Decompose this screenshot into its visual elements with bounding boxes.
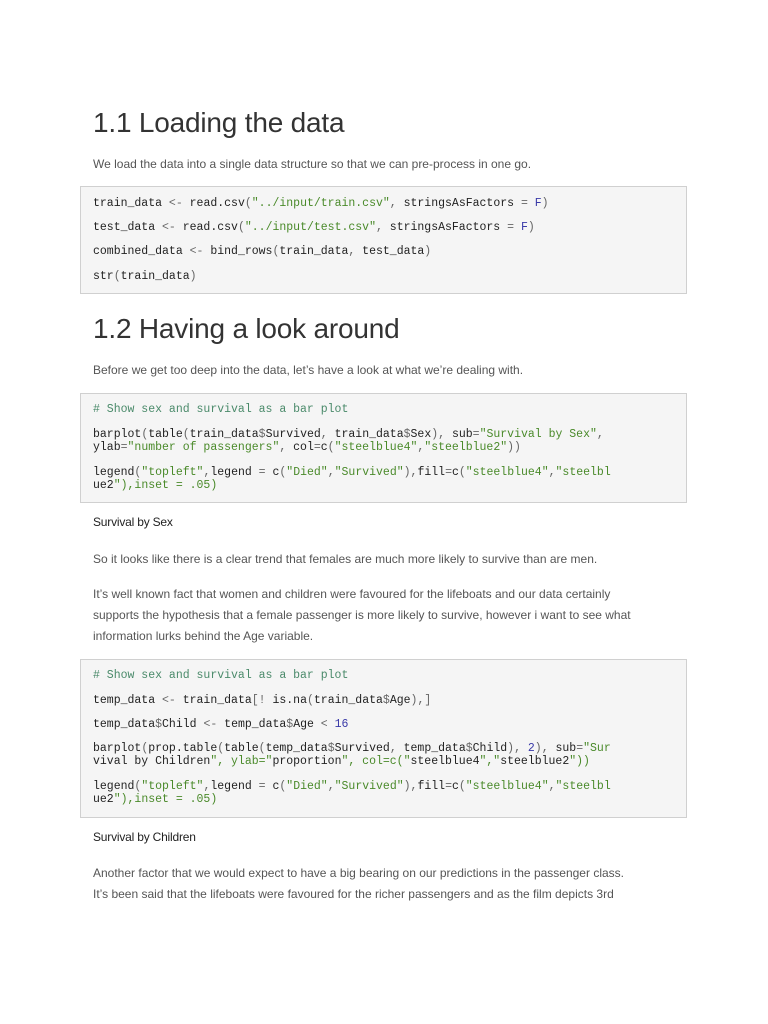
section-intro-look-around: Before we get too deep into the data, let’s have a look at what we’re dealing with. [93, 363, 524, 377]
code-line: str(train_data) [93, 270, 197, 283]
paragraph-line: Another factor that we would expect to have a big bearing on our predictions in the passenger class. [93, 866, 624, 880]
paragraph-women-children [93, 584, 693, 647]
code-line: test_data <- read.csv("../input/test.csv", stringsAsFactors = F) [93, 221, 535, 234]
figure-caption-survival-by-children: Survival by Children [93, 830, 196, 844]
code-line: vival by Children", ylab="proportion", col=c("steelblue4","steelblue2")) [93, 755, 590, 768]
paragraph-line: It’s been said that the lifeboats were favoured for the richer passengers and as the film depicts 3rd [93, 887, 614, 901]
figure-caption-survival-by-sex: Survival by Sex [93, 515, 173, 529]
code-line: combined_data <- bind_rows(train_data, test_data) [93, 245, 432, 258]
code-comment-line: # Show sex and survival as a bar plot [93, 669, 349, 682]
paragraph-line: supports the hypothesis that a female passenger is more likely to survive, however i want to see what [93, 608, 631, 622]
code-block-loading[interactable] [80, 186, 687, 294]
section-intro-loading: We load the data into a single data structure so that we can pre-process in one go. [93, 157, 532, 171]
code-line: legend("topleft",legend = c("Died","Survived"),fill=c("steelblue4","steelbl [93, 780, 611, 793]
section-heading-look-around: 1.2 Having a look around [93, 313, 400, 344]
code-line: temp_data$Child <- temp_data$Age < 16 [93, 718, 349, 731]
code-line: ue2"),inset = .05) [93, 479, 218, 492]
code-line: barplot(table(train_data$Survived, train_data$Sex), sub="Survival by Sex", [93, 428, 604, 441]
code-block-children-survival[interactable] [80, 659, 687, 818]
code-line: ylab="number of passengers", col=c("steelblue4","steelblue2")) [93, 441, 521, 454]
section-heading-loading-data: 1.1 Loading the data [93, 107, 345, 138]
code-line: train_data <- read.csv("../input/train.csv", stringsAsFactors = F) [93, 197, 549, 210]
paragraph-passenger-class [93, 863, 693, 905]
code-line: barplot(prop.table(table(temp_data$Survived, temp_data$Child), 2), sub="Sur [93, 742, 611, 755]
paragraph-line: information lurks behind the Age variable. [93, 629, 314, 643]
paragraph-trend: So it looks like there is a clear trend that females are much more likely to survive than are men. [93, 552, 598, 566]
code-block-sex-survival[interactable] [80, 393, 687, 503]
paragraph-line: It’s well known fact that women and children were favoured for the lifeboats and our data certainly [93, 587, 611, 601]
code-line: temp_data <- train_data[! is.na(train_data$Age),] [93, 694, 432, 707]
code-comment-line: # Show sex and survival as a bar plot [93, 403, 349, 416]
code-line: ue2"),inset = .05) [93, 793, 218, 806]
code-line: legend("topleft",legend = c("Died","Survived"),fill=c("steelblue4","steelbl [93, 466, 611, 479]
